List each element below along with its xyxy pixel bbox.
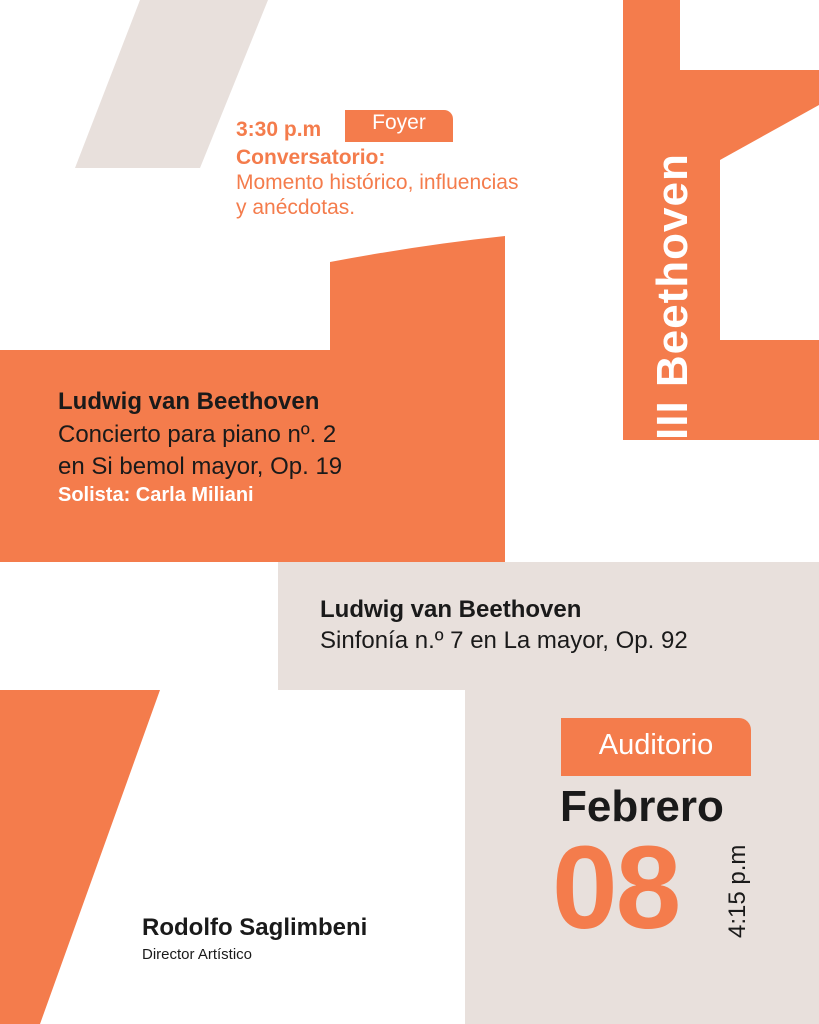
symphony-work: Sinfonía n.º 7 en La mayor, Op. 92 (320, 627, 688, 654)
director-name: Rodolfo Saglimbeni (142, 914, 368, 941)
concert-month: Febrero (560, 782, 724, 831)
concert-venue-label: Auditorio (598, 729, 714, 761)
talk-venue-label: Foyer (372, 111, 426, 134)
concerto-work-line2: en Si bemol mayor, Op. 19 (58, 453, 343, 480)
concerto-soloist: Solista: Carla Miliani (58, 484, 254, 506)
director-role: Director Artístico (142, 946, 253, 963)
concert-time: 4:15 p.m (724, 844, 751, 938)
series-title: III Beethoven (648, 153, 697, 440)
talk-subtitle-line2: y anécdotas. (236, 196, 356, 219)
concert-day: 08 (552, 822, 680, 954)
talk-time: 3:30 p.m (236, 118, 322, 141)
concerto-composer: Ludwig van Beethoven (58, 388, 320, 415)
symphony-composer: Ludwig van Beethoven (320, 596, 582, 623)
concerto-work-line1: Concierto para piano nº. 2 (58, 421, 337, 448)
talk-title: Conversatorio: (236, 146, 386, 169)
orange-wedge-bottom-left (0, 690, 160, 1024)
beige-slanted-band-top (75, 0, 268, 168)
talk-subtitle-line1: Momento histórico, influencias (236, 171, 519, 194)
